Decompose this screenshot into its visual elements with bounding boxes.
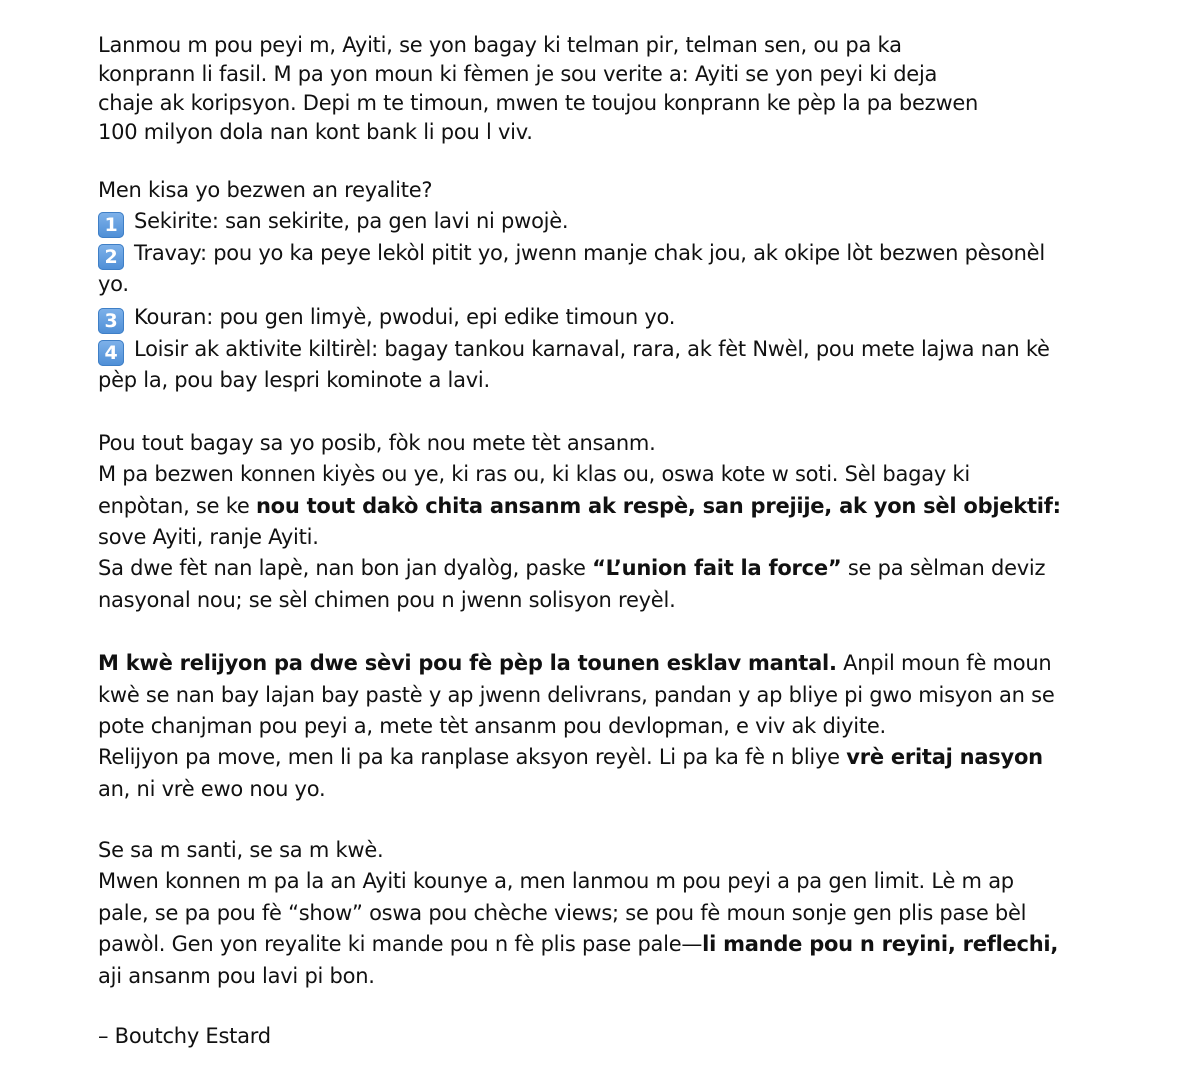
unity-line: sove Ayiti, ranje Ayiti.	[98, 525, 319, 549]
unity-emphasis: nou tout dakò chita ansanm ak respè, san prejije, ak yon sèl objektif:	[255, 494, 1061, 518]
unity-line	[98, 491, 1061, 521]
needs-item-text: Loisir ak aktivite kiltirèl: bagay tankou karnaval, rara, ak fèt Nwèl, pou mete lajwa nan kè	[134, 337, 1050, 361]
keycap-two-icon: 2	[98, 244, 124, 270]
unity-line: nasyonal nou; se sèl chimen pou n jwenn solisyon reyèl.	[98, 588, 676, 612]
religion-line: pote chanjman pou peyi a, mete tèt ansanm pou devlopman, e viv ak diyite.	[98, 714, 886, 738]
unity-heading: Pou tout bagay sa yo posib, fòk nou mete tèt ansanm.	[98, 431, 656, 455]
feeling-line: aji ansanm pou lavi pi bon.	[98, 964, 375, 988]
unity-line	[98, 553, 1045, 583]
needs-item-3	[98, 302, 675, 332]
unity-text: se pa sèlman deviz	[841, 556, 1046, 580]
intro-line: Lanmou m pou peyi m, Ayiti, se yon bagay ki telman pir, telman sen, ou pa ka	[98, 33, 902, 57]
religion-line	[98, 742, 1043, 772]
unity-line: M pa bezwen konnen kiyès ou ye, ki ras ou, ki klas ou, oswa kote w soti. Sèl bagay ki	[98, 462, 970, 486]
keycap-three-icon: 3	[98, 308, 124, 334]
signature: – Boutchy Estard	[98, 1024, 271, 1048]
unity-text: enpòtan, se ke	[98, 494, 256, 518]
needs-item-text: Kouran: pou gen limyè, pwodui, epi edike timoun yo.	[134, 305, 676, 329]
religion-emphasis: vrè eritaj nasyon	[846, 745, 1043, 769]
feeling-line: Mwen konnen m pa la an Ayiti kounye a, men lanmou m pou peyi a pa gen limit. Lè m ap	[98, 869, 1014, 893]
religion-text: Relijyon pa move, men li pa ka ranplase aksyon reyèl. Li pa ka fè n bliye	[98, 745, 847, 769]
keycap-one-icon: 1	[98, 212, 124, 238]
needs-heading: Men kisa yo bezwen an reyalite?	[98, 178, 433, 202]
needs-item-4-continued: pèp la, pou bay lespri kominote a lavi.	[98, 368, 490, 392]
feeling-emphasis: li mande pou n reyini, reflechi,	[702, 932, 1059, 956]
religion-line	[98, 648, 1051, 678]
needs-item-text: Sekirite: san sekirite, pa gen lavi ni pwojè.	[134, 209, 569, 233]
feeling-line: pale, se pa pou fè “show” oswa pou chèche views; se pou fè moun sonje gen plis pase bèl	[98, 901, 1027, 925]
intro-line: chaje ak koripsyon. Depi m te timoun, mwen te toujou konprann ke pèp la pa bezwen	[98, 91, 979, 115]
intro-line: 100 milyon dola nan kont bank li pou l viv.	[98, 120, 533, 144]
feeling-line	[98, 929, 1058, 959]
religion-line: kwè se nan bay lajan bay pastè y ap jwenn delivrans, pandan y ap bliye pi gwo misyon an se	[98, 683, 1055, 707]
needs-item-2-continued: yo.	[98, 272, 129, 296]
religion-text: Anpil moun fè moun	[836, 651, 1052, 675]
motto-quote: “L’union fait la force”	[592, 556, 842, 580]
needs-item-4	[98, 334, 1050, 364]
feeling-heading: Se sa m santi, se sa m kwè.	[98, 838, 384, 862]
needs-item-1	[98, 206, 568, 236]
feeling-text: pawòl. Gen yon reyalite ki mande pou n fè plis pase pale—	[98, 932, 703, 956]
keycap-four-icon: 4	[98, 340, 124, 366]
needs-item-2	[98, 238, 1045, 268]
needs-item-text: Travay: pou yo ka peye lekòl pitit yo, jwenn manje chak jou, ak okipe lòt bezwen pèsonèl	[134, 241, 1045, 265]
religion-line: an, ni vrè ewo nou yo.	[98, 777, 326, 801]
religion-emphasis: M kwè relijyon pa dwe sèvi pou fè pèp la tounen esklav mantal.	[98, 651, 837, 675]
unity-text: Sa dwe fèt nan lapè, nan bon jan dyalòg, paske	[98, 556, 593, 580]
intro-line: konprann li fasil. M pa yon moun ki fèmen je sou verite a: Ayiti se yon peyi ki deja	[98, 62, 938, 86]
